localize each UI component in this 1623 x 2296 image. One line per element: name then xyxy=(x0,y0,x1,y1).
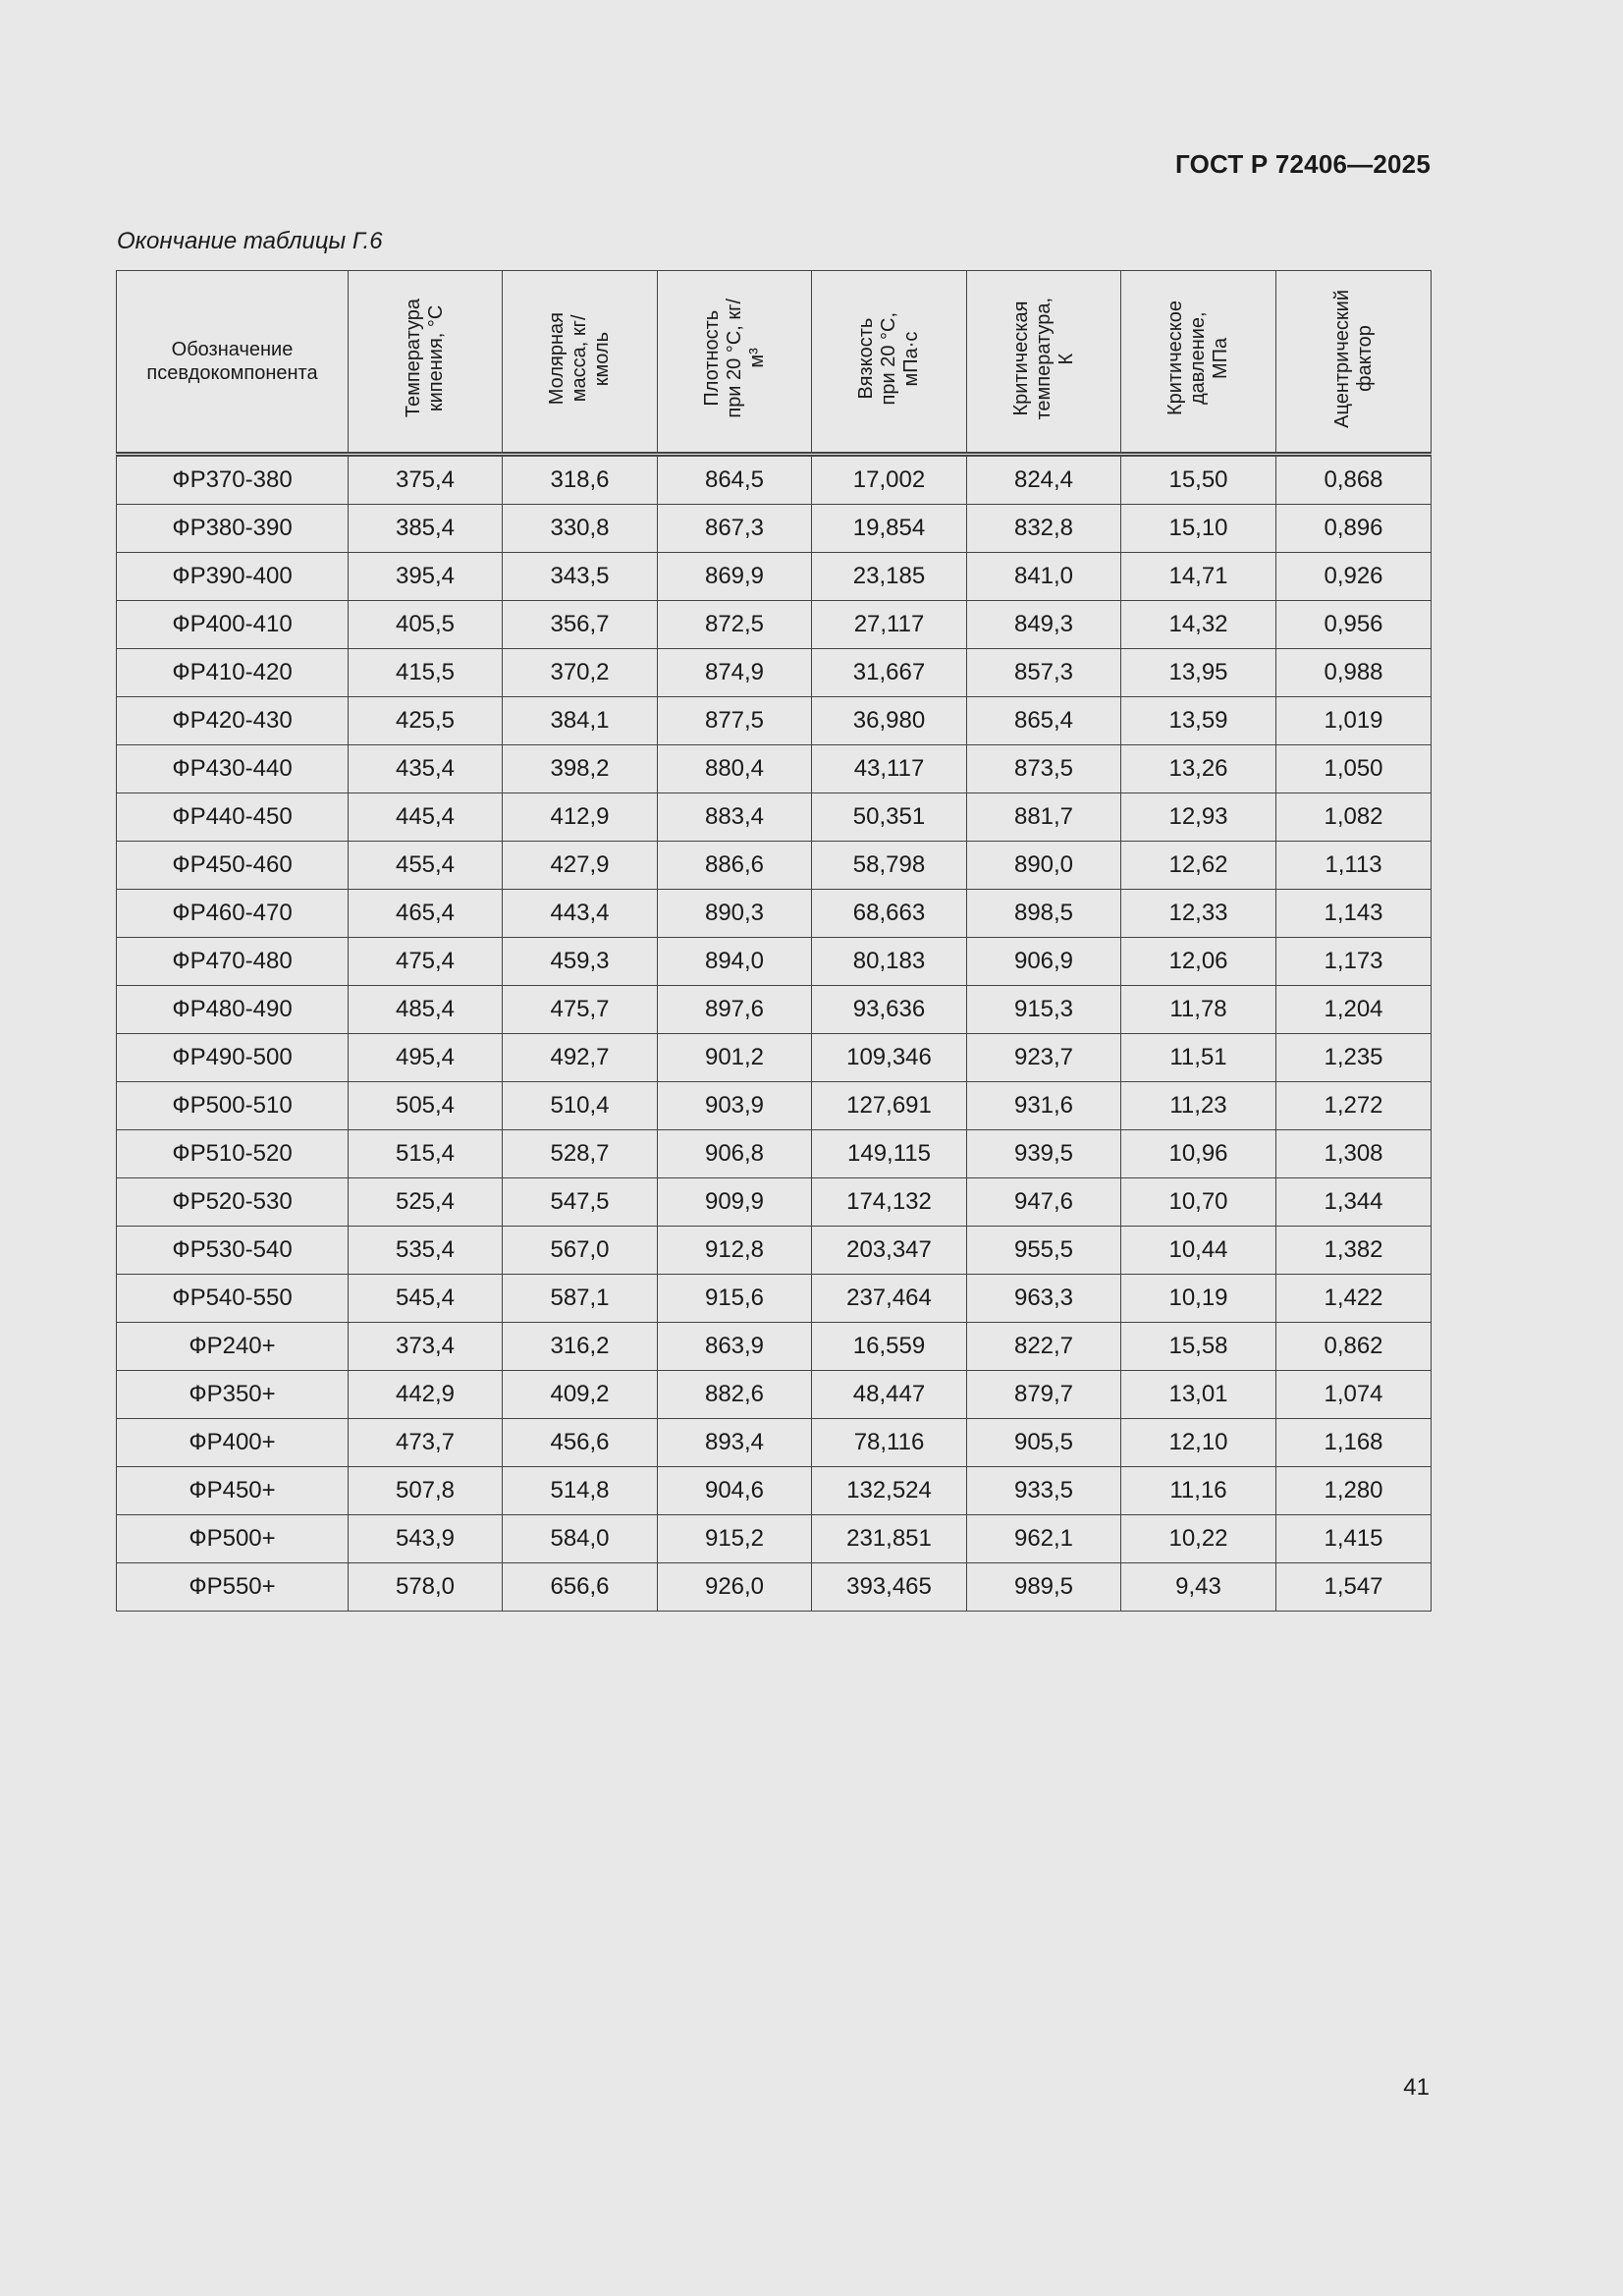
table-cell: 43,117 xyxy=(812,745,967,793)
table-cell: 443,4 xyxy=(503,890,658,938)
table-cell: 882,6 xyxy=(658,1371,812,1419)
table-cell: 1,547 xyxy=(1276,1563,1432,1612)
table-cell: 405,5 xyxy=(349,601,503,649)
table-cell: 545,4 xyxy=(349,1275,503,1323)
table-cell: 149,115 xyxy=(812,1130,967,1178)
cell-designation: ФР240+ xyxy=(117,1323,349,1371)
table-cell: 1,272 xyxy=(1276,1082,1432,1130)
table-cell: 415,5 xyxy=(349,649,503,697)
table-cell: 873,5 xyxy=(967,745,1121,793)
table-cell: 906,9 xyxy=(967,938,1121,986)
cell-designation: ФР400+ xyxy=(117,1419,349,1467)
table-cell: 543,9 xyxy=(349,1515,503,1563)
table-cell: 393,465 xyxy=(812,1563,967,1612)
table-cell: 80,183 xyxy=(812,938,967,986)
column-header-critical-temp xyxy=(967,271,1121,455)
table-row xyxy=(117,1419,1432,1467)
table-cell: 1,173 xyxy=(1276,938,1432,986)
table-cell: 955,5 xyxy=(967,1227,1121,1275)
table-cell: 11,78 xyxy=(1121,986,1276,1034)
table-cell: 11,51 xyxy=(1121,1034,1276,1082)
table-cell: 10,70 xyxy=(1121,1178,1276,1227)
table-cell: 904,6 xyxy=(658,1467,812,1515)
table-cell: 822,7 xyxy=(967,1323,1121,1371)
table-row xyxy=(117,601,1432,649)
table-cell: 23,185 xyxy=(812,553,967,601)
table-row xyxy=(117,938,1432,986)
table-cell: 10,44 xyxy=(1121,1227,1276,1275)
cell-designation: ФР540-550 xyxy=(117,1275,349,1323)
cell-designation: ФР420-430 xyxy=(117,697,349,745)
table-row xyxy=(117,1563,1432,1612)
table-cell: 1,074 xyxy=(1276,1371,1432,1419)
cell-designation: ФР530-540 xyxy=(117,1227,349,1275)
table-cell: 13,95 xyxy=(1121,649,1276,697)
table-cell: 132,524 xyxy=(812,1467,967,1515)
cell-designation: ФР550+ xyxy=(117,1563,349,1612)
data-table xyxy=(116,270,1432,1612)
table-cell: 1,344 xyxy=(1276,1178,1432,1227)
table-cell: 547,5 xyxy=(503,1178,658,1227)
table-caption: Окончание таблицы Г.6 xyxy=(117,228,383,254)
table-cell: 879,7 xyxy=(967,1371,1121,1419)
table-cell: 174,132 xyxy=(812,1178,967,1227)
table-cell: 567,0 xyxy=(503,1227,658,1275)
table-row xyxy=(117,1082,1432,1130)
table-cell: 915,3 xyxy=(967,986,1121,1034)
table-row xyxy=(117,1178,1432,1227)
table-row xyxy=(117,1323,1432,1371)
table-cell: 1,382 xyxy=(1276,1227,1432,1275)
column-header-molar-mass xyxy=(503,271,658,455)
table-cell: 505,4 xyxy=(349,1082,503,1130)
table-cell: 36,980 xyxy=(812,697,967,745)
table-cell: 445,4 xyxy=(349,793,503,842)
table-cell: 1,422 xyxy=(1276,1275,1432,1323)
cell-designation: ФР350+ xyxy=(117,1371,349,1419)
table-cell: 1,050 xyxy=(1276,745,1432,793)
table-cell: 48,447 xyxy=(812,1371,967,1419)
table-cell: 455,4 xyxy=(349,842,503,890)
table-body xyxy=(117,455,1432,1612)
table-cell: 515,4 xyxy=(349,1130,503,1178)
cell-designation: ФР500-510 xyxy=(117,1082,349,1130)
table-row xyxy=(117,793,1432,842)
cell-designation: ФР520-530 xyxy=(117,1178,349,1227)
table-cell: 939,5 xyxy=(967,1130,1121,1178)
table-row xyxy=(117,1034,1432,1082)
table-row xyxy=(117,505,1432,553)
table-cell: 14,71 xyxy=(1121,553,1276,601)
table-cell: 475,7 xyxy=(503,986,658,1034)
table-cell: 10,19 xyxy=(1121,1275,1276,1323)
column-header-label: Критическая температура, К xyxy=(1009,297,1077,420)
column-header-label: Критическое давление, МПа xyxy=(1164,301,1231,416)
table-cell: 849,3 xyxy=(967,601,1121,649)
table-cell: 915,2 xyxy=(658,1515,812,1563)
table-cell: 375,4 xyxy=(349,455,503,505)
cell-designation: ФР370-380 xyxy=(117,455,349,505)
table-cell: 915,6 xyxy=(658,1275,812,1323)
column-header-label: Ацентрический фактор xyxy=(1330,289,1376,428)
table-cell: 12,10 xyxy=(1121,1419,1276,1467)
table-cell: 898,5 xyxy=(967,890,1121,938)
cell-designation: ФР460-470 xyxy=(117,890,349,938)
table-cell: 109,346 xyxy=(812,1034,967,1082)
table-cell: 0,896 xyxy=(1276,505,1432,553)
table-cell: 384,1 xyxy=(503,697,658,745)
table-cell: 0,926 xyxy=(1276,553,1432,601)
table-cell: 584,0 xyxy=(503,1515,658,1563)
cell-designation: ФР450+ xyxy=(117,1467,349,1515)
cell-designation: ФР410-420 xyxy=(117,649,349,697)
cell-designation: ФР390-400 xyxy=(117,553,349,601)
table-cell: 880,4 xyxy=(658,745,812,793)
table-cell: 12,06 xyxy=(1121,938,1276,986)
table-cell: 894,0 xyxy=(658,938,812,986)
table-cell: 435,4 xyxy=(349,745,503,793)
table-cell: 31,667 xyxy=(812,649,967,697)
table-cell: 905,5 xyxy=(967,1419,1121,1467)
table-cell: 13,59 xyxy=(1121,697,1276,745)
table-row xyxy=(117,1371,1432,1419)
table-cell: 989,5 xyxy=(967,1563,1121,1612)
table-cell: 16,559 xyxy=(812,1323,967,1371)
table-cell: 10,96 xyxy=(1121,1130,1276,1178)
table-cell: 903,9 xyxy=(658,1082,812,1130)
table-cell: 12,93 xyxy=(1121,793,1276,842)
table-cell: 12,33 xyxy=(1121,890,1276,938)
table-cell: 832,8 xyxy=(967,505,1121,553)
column-header-viscosity xyxy=(812,271,967,455)
column-header-critical-pressure xyxy=(1121,271,1276,455)
page-number: 41 xyxy=(1403,2074,1430,2101)
document-code: ГОСТ Р 72406—2025 xyxy=(1175,149,1431,179)
table-cell: 863,9 xyxy=(658,1323,812,1371)
table-cell: 535,4 xyxy=(349,1227,503,1275)
table-row xyxy=(117,1227,1432,1275)
table-cell: 473,7 xyxy=(349,1419,503,1467)
table-cell: 398,2 xyxy=(503,745,658,793)
table-cell: 68,663 xyxy=(812,890,967,938)
table-cell: 886,6 xyxy=(658,842,812,890)
table-cell: 373,4 xyxy=(349,1323,503,1371)
table-cell: 890,3 xyxy=(658,890,812,938)
column-header-acentric-factor xyxy=(1276,271,1432,455)
table-cell: 1,082 xyxy=(1276,793,1432,842)
table-cell: 909,9 xyxy=(658,1178,812,1227)
table-cell: 906,8 xyxy=(658,1130,812,1178)
table-cell: 933,5 xyxy=(967,1467,1121,1515)
table-cell: 883,4 xyxy=(658,793,812,842)
table-cell: 0,956 xyxy=(1276,601,1432,649)
table-cell: 13,01 xyxy=(1121,1371,1276,1419)
table-cell: 58,798 xyxy=(812,842,967,890)
table-cell: 1,019 xyxy=(1276,697,1432,745)
column-header-label: Температура кипения, °С xyxy=(403,299,447,418)
table-cell: 912,8 xyxy=(658,1227,812,1275)
table-cell: 1,415 xyxy=(1276,1515,1432,1563)
table-cell: 330,8 xyxy=(503,505,658,553)
column-header-boiling-temp xyxy=(349,271,503,455)
cell-designation: ФР490-500 xyxy=(117,1034,349,1082)
table-cell: 514,8 xyxy=(503,1467,658,1515)
table-cell: 343,5 xyxy=(503,553,658,601)
table-cell: 50,351 xyxy=(812,793,967,842)
table-cell: 465,4 xyxy=(349,890,503,938)
table-row xyxy=(117,553,1432,601)
table-cell: 459,3 xyxy=(503,938,658,986)
table-cell: 356,7 xyxy=(503,601,658,649)
table-cell: 15,50 xyxy=(1121,455,1276,505)
table-row xyxy=(117,455,1432,505)
table-cell: 203,347 xyxy=(812,1227,967,1275)
cell-designation: ФР500+ xyxy=(117,1515,349,1563)
table-cell: 578,0 xyxy=(349,1563,503,1612)
table-cell: 495,4 xyxy=(349,1034,503,1082)
table-row xyxy=(117,890,1432,938)
table-cell: 869,9 xyxy=(658,553,812,601)
table-cell: 15,58 xyxy=(1121,1323,1276,1371)
table-cell: 872,5 xyxy=(658,601,812,649)
table-cell: 395,4 xyxy=(349,553,503,601)
table-row xyxy=(117,745,1432,793)
table-cell: 1,113 xyxy=(1276,842,1432,890)
table-cell: 19,854 xyxy=(812,505,967,553)
table-cell: 78,116 xyxy=(812,1419,967,1467)
table-cell: 947,6 xyxy=(967,1178,1121,1227)
table-cell: 864,5 xyxy=(658,455,812,505)
table-cell: 923,7 xyxy=(967,1034,1121,1082)
column-header-label: Вязкость при 20 °С, мПа·с xyxy=(855,311,922,406)
table-row xyxy=(117,1515,1432,1563)
table-cell: 9,43 xyxy=(1121,1563,1276,1612)
table-cell: 824,4 xyxy=(967,455,1121,505)
table-cell: 316,2 xyxy=(503,1323,658,1371)
table-cell: 11,16 xyxy=(1121,1467,1276,1515)
table-cell: 901,2 xyxy=(658,1034,812,1082)
table-cell: 926,0 xyxy=(658,1563,812,1612)
table-cell: 456,6 xyxy=(503,1419,658,1467)
table-cell: 1,143 xyxy=(1276,890,1432,938)
table-cell: 507,8 xyxy=(349,1467,503,1515)
table-row xyxy=(117,1467,1432,1515)
cell-designation: ФР440-450 xyxy=(117,793,349,842)
table-cell: 857,3 xyxy=(967,649,1121,697)
cell-designation: ФР480-490 xyxy=(117,986,349,1034)
table-cell: 867,3 xyxy=(658,505,812,553)
table-cell: 27,117 xyxy=(812,601,967,649)
table-cell: 525,4 xyxy=(349,1178,503,1227)
cell-designation: ФР400-410 xyxy=(117,601,349,649)
table-cell: 442,9 xyxy=(349,1371,503,1419)
table-cell: 427,9 xyxy=(503,842,658,890)
table-cell: 0,862 xyxy=(1276,1323,1432,1371)
table-cell: 231,851 xyxy=(812,1515,967,1563)
table-row xyxy=(117,1130,1432,1178)
column-header-density xyxy=(658,271,812,455)
table-cell: 0,868 xyxy=(1276,455,1432,505)
table-cell: 425,5 xyxy=(349,697,503,745)
table-cell: 841,0 xyxy=(967,553,1121,601)
table-cell: 12,62 xyxy=(1121,842,1276,890)
table-cell: 1,280 xyxy=(1276,1467,1432,1515)
table-cell: 528,7 xyxy=(503,1130,658,1178)
table-cell: 893,4 xyxy=(658,1419,812,1467)
column-header-designation xyxy=(117,271,349,455)
table-cell: 93,636 xyxy=(812,986,967,1034)
cell-designation: ФР470-480 xyxy=(117,938,349,986)
table-cell: 890,0 xyxy=(967,842,1121,890)
table-cell: 587,1 xyxy=(503,1275,658,1323)
cell-designation: ФР510-520 xyxy=(117,1130,349,1178)
cell-designation: ФР450-460 xyxy=(117,842,349,890)
table-cell: 11,23 xyxy=(1121,1082,1276,1130)
table-cell: 14,32 xyxy=(1121,601,1276,649)
table-cell: 412,9 xyxy=(503,793,658,842)
table-cell: 485,4 xyxy=(349,986,503,1034)
table-cell: 492,7 xyxy=(503,1034,658,1082)
table-row xyxy=(117,842,1432,890)
table-cell: 874,9 xyxy=(658,649,812,697)
table-cell: 963,3 xyxy=(967,1275,1121,1323)
table-cell: 318,6 xyxy=(503,455,658,505)
table-row xyxy=(117,649,1432,697)
table-cell: 1,168 xyxy=(1276,1419,1432,1467)
column-header-label: Плотность при 20 °С, кг/ м³ xyxy=(700,299,768,418)
table-cell: 1,204 xyxy=(1276,986,1432,1034)
table-cell: 897,6 xyxy=(658,986,812,1034)
table-cell: 237,464 xyxy=(812,1275,967,1323)
table-cell: 656,6 xyxy=(503,1563,658,1612)
table-cell: 385,4 xyxy=(349,505,503,553)
table-row xyxy=(117,986,1432,1034)
table-cell: 877,5 xyxy=(658,697,812,745)
table-cell: 17,002 xyxy=(812,455,967,505)
column-header-label: Молярная масса, кг/ кмоль xyxy=(546,311,613,406)
table-cell: 409,2 xyxy=(503,1371,658,1419)
table-header-row xyxy=(117,271,1432,455)
table-cell: 10,22 xyxy=(1121,1515,1276,1563)
table-cell: 0,988 xyxy=(1276,649,1432,697)
table-cell: 13,26 xyxy=(1121,745,1276,793)
table-row xyxy=(117,697,1432,745)
table-cell: 510,4 xyxy=(503,1082,658,1130)
table-cell: 865,4 xyxy=(967,697,1121,745)
table-container xyxy=(116,270,1431,1612)
column-header-label: Обозначение псевдокомпонента xyxy=(146,339,318,384)
table-cell: 15,10 xyxy=(1121,505,1276,553)
table-cell: 931,6 xyxy=(967,1082,1121,1130)
table-cell: 127,691 xyxy=(812,1082,967,1130)
cell-designation: ФР430-440 xyxy=(117,745,349,793)
table-cell: 962,1 xyxy=(967,1515,1121,1563)
table-cell: 475,4 xyxy=(349,938,503,986)
table-cell: 1,308 xyxy=(1276,1130,1432,1178)
table-cell: 1,235 xyxy=(1276,1034,1432,1082)
table-row xyxy=(117,1275,1432,1323)
table-cell: 370,2 xyxy=(503,649,658,697)
table-cell: 881,7 xyxy=(967,793,1121,842)
cell-designation: ФР380-390 xyxy=(117,505,349,553)
